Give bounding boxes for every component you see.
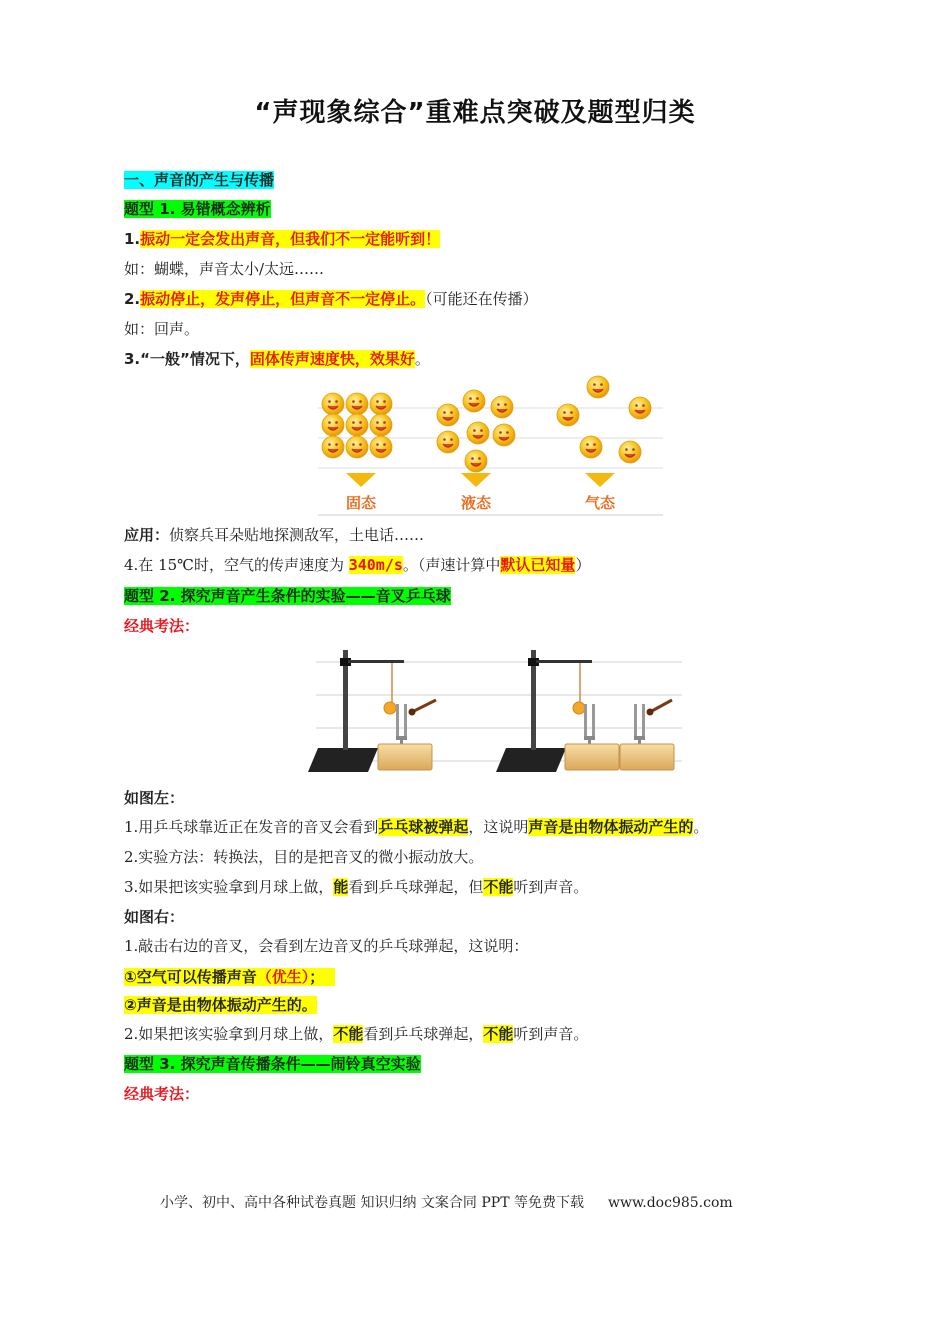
- point-3-highlight: 固体传声速度快，效果好: [249, 350, 415, 368]
- left-point-1-mid: ，这说明: [468, 818, 529, 836]
- left-point-1-prefix: 1.用乒乓球靠近正在发音的音叉会看到: [124, 818, 379, 836]
- classic-method-1: 经典考法：: [124, 617, 200, 635]
- right-point-2-mid: 看到乒乓球弹起，: [363, 1025, 484, 1043]
- question-type-2: [124, 584, 451, 608]
- right-point-2-prefix: 2.如果把该实验拿到月球上做，: [124, 1025, 334, 1043]
- liquid-arrow-icon: [461, 473, 491, 487]
- left-point-3: [124, 875, 588, 899]
- question-type-1: [124, 197, 271, 221]
- point-3-prefix: 3.“一般”情况下，: [124, 350, 250, 368]
- right-point-2-suffix: 听到声音。: [513, 1025, 589, 1043]
- question-type-3: [124, 1052, 421, 1076]
- left-point-3-mid: 看到乒乓球弹起，但: [348, 878, 484, 896]
- solid-arrow-icon: [346, 473, 376, 487]
- conclusion-2: [124, 993, 317, 1017]
- section-heading-text: 一、声音的产生与传播: [124, 171, 275, 189]
- point-2: [124, 287, 538, 311]
- gas-label: 气态: [584, 494, 616, 512]
- question-type-1-text: 题型 1. 易错概念辨析: [124, 200, 271, 218]
- conclusion-1: [124, 965, 335, 989]
- point-2-note: （可能还在传播）: [425, 290, 538, 308]
- left-figure-heading: 如图左：: [124, 789, 185, 807]
- point-3: [124, 347, 430, 371]
- solid-label: 固态: [345, 494, 377, 512]
- tuning-fork-figure: [306, 642, 682, 775]
- point-1-number: 1.: [124, 230, 141, 248]
- question-type-3-text: 题型 3. 探究声音传播条件——闹铃真空实验: [124, 1055, 421, 1073]
- left-point-1: [124, 815, 708, 839]
- left-point-3-prefix: 3.如果把该实验拿到月球上做，: [124, 878, 334, 896]
- left-point-2: 2.实验方法：转换法，目的是把音叉的微小振动放大。: [124, 848, 484, 866]
- point-2-number: 2.: [124, 290, 141, 308]
- left-point-3-highlight-2: 不能: [483, 878, 514, 896]
- conclusion-1-box: [124, 968, 335, 986]
- left-point-3-suffix: 听到声音。: [513, 878, 589, 896]
- right-point-2-highlight-1: 不能: [333, 1025, 364, 1043]
- page-title: “声现象综合”重难点突破及题型归类: [254, 98, 696, 128]
- left-setup: [308, 650, 436, 772]
- footer-link[interactable]: www.doc985.com: [607, 1195, 733, 1211]
- right-figure-heading: 如图右：: [124, 908, 185, 926]
- example-2: 如：回声。: [124, 320, 200, 338]
- point-1: [124, 227, 440, 251]
- question-type-2-text: 题型 2. 探究声音产生条件的实验——音叉乒乓球: [124, 587, 451, 605]
- solid-particles: [322, 393, 392, 458]
- point-4-prefix: 4.在 15℃时，空气的传声速度为: [124, 556, 349, 574]
- point-2-text: 振动停止，发声停止，但声音不一定停止。: [140, 290, 426, 308]
- left-point-1-highlight-2: 声音是由物体振动产生的: [528, 818, 694, 836]
- application-text: 侦察兵耳朵贴地探测敌军，土电话……: [169, 526, 425, 544]
- left-point-3-highlight-1: 能: [333, 878, 349, 896]
- conclusion-1-note: （优生）: [256, 968, 310, 986]
- point-4-highlight: 默认已知量: [500, 556, 576, 574]
- conclusion-2-text: ②声音是由物体振动产生的。: [124, 996, 317, 1014]
- point-1-text: 振动一定会发出声音，但我们不一定能听到！: [140, 230, 441, 248]
- page-footer: [160, 1192, 733, 1212]
- liquid-label: 液态: [460, 494, 492, 512]
- gas-particles: [557, 376, 651, 463]
- classic-method-2: 经典考法：: [124, 1085, 200, 1103]
- example-1: 如：蝴蝶，声音太小/太远……: [124, 260, 325, 278]
- left-point-1-highlight-1: 乒乓球被弹起: [378, 818, 469, 836]
- right-point-2-highlight-2: 不能: [483, 1025, 514, 1043]
- right-setup: [496, 650, 674, 772]
- point-4: [124, 553, 590, 577]
- footer-text: 小学、初中、高中各种试卷真题 知识归纳 文案合同 PPT 等免费下载: [160, 1195, 584, 1211]
- liquid-particles: [437, 390, 515, 472]
- particle-states-figure: [318, 375, 663, 517]
- point-3-suffix: 。: [414, 350, 430, 368]
- point-4-mid: 。（声速计算中: [402, 556, 501, 574]
- point-4-suffix: ）: [575, 556, 591, 574]
- ping-pong-ball-icon: [384, 702, 396, 714]
- left-point-1-suffix: 。: [693, 818, 709, 836]
- right-point-1: 1.敲击右边的音叉，会看到左边音叉的乒乓球弹起，这说明：: [124, 937, 529, 955]
- application-label: 应用：: [124, 526, 170, 544]
- section-heading: [124, 168, 274, 192]
- conclusion-1-text: ①空气可以传播声音: [124, 968, 257, 986]
- right-point-2: [124, 1022, 588, 1046]
- resonance-box-left: [378, 744, 432, 770]
- sound-speed-value: 340m/s: [348, 556, 403, 574]
- conclusion-1-end: ；: [309, 968, 325, 986]
- application: [124, 523, 424, 547]
- gas-arrow-icon: [585, 473, 615, 487]
